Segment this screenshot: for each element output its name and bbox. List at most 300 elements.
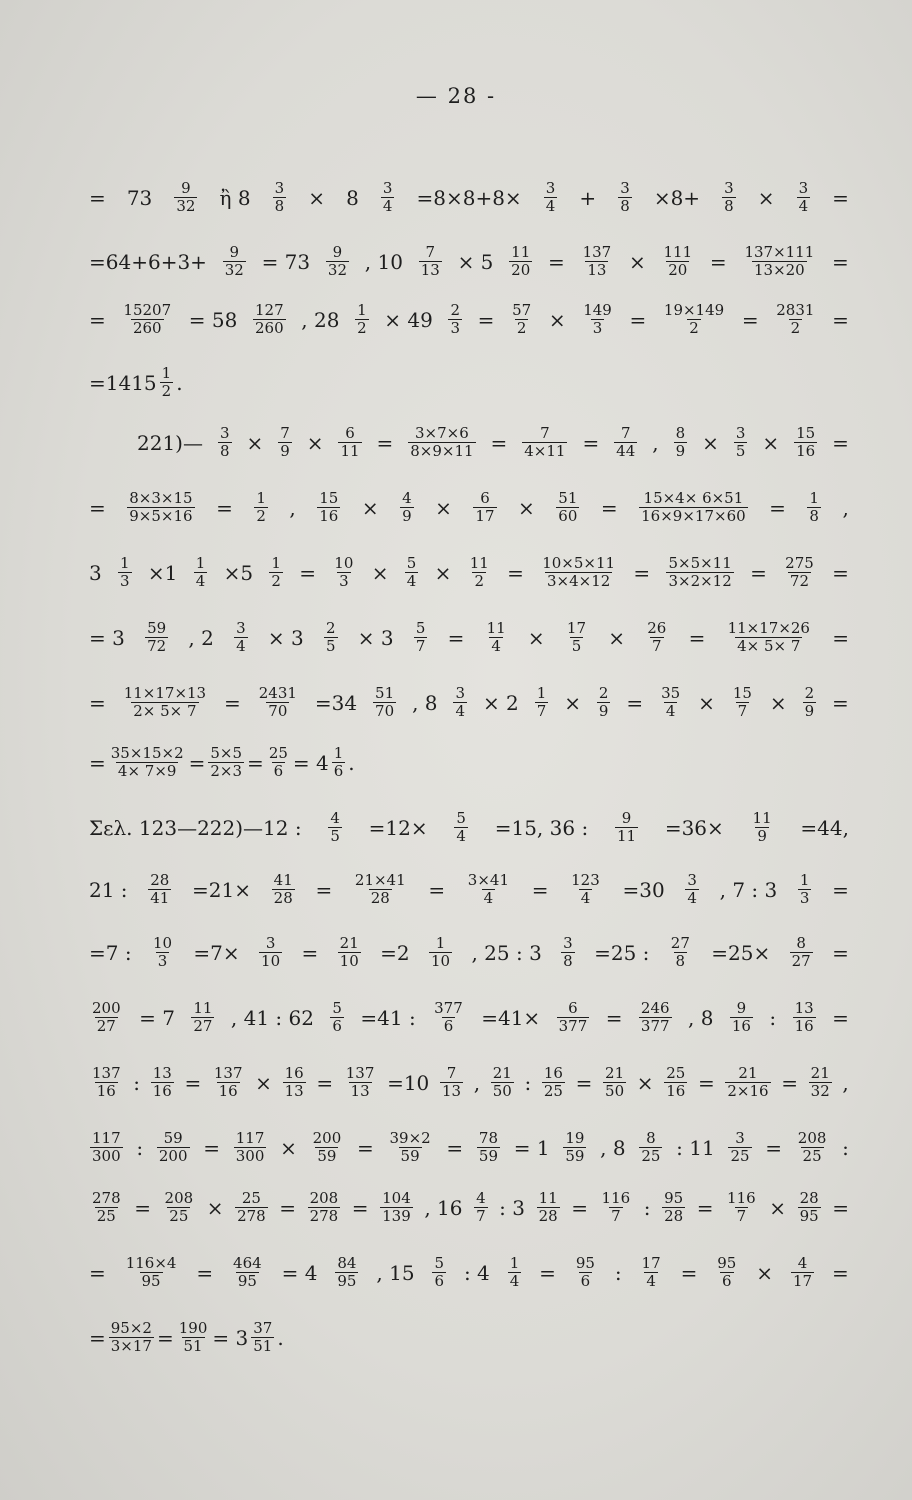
math-text: × [308,185,326,210]
fraction [807,490,821,525]
fraction [453,685,467,720]
numerator: 9 [181,179,191,197]
denominator: 51 [253,1337,273,1355]
fraction [269,555,283,590]
fraction [809,1065,832,1100]
numerator: 17 [566,619,587,637]
fraction [674,425,688,460]
denominator: 4 [580,889,591,907]
denominator: 4 [483,889,494,907]
numerator: 278 [92,1189,121,1207]
fraction [109,1320,154,1355]
equation-line [88,1320,850,1355]
fraction [722,180,736,215]
numerator: 3 [735,424,746,442]
fraction [473,490,496,525]
denominator: 27 [791,952,811,970]
denominator: 4 [195,572,206,590]
math-text: , 10 [364,249,403,274]
math-text: = [447,625,465,650]
math-text: × [628,249,646,274]
denominator: 13 [587,261,607,279]
denominator: 17 [792,1272,813,1290]
denominator: 32 [176,197,196,215]
math-text: = [89,1325,106,1350]
math-text: =44, [800,815,849,840]
fraction [259,935,282,970]
math-text: , [652,430,659,455]
fraction [272,872,295,907]
math-text: = [832,940,849,965]
math-text: = [832,690,849,715]
denominator: 13 [284,1082,304,1100]
denominator: 16 [794,1017,814,1035]
math-text: = [89,750,106,775]
math-text: × [306,430,324,455]
denominator: 25 [169,1207,189,1225]
numerator: 111 [663,243,693,261]
numerator: 3 [219,424,230,442]
denominator: 95 [799,1207,819,1225]
equation-line [88,302,850,337]
math-text: =41 : [360,1005,416,1030]
numerator: 1 [195,554,206,572]
numerator: 84 [337,1254,357,1272]
fraction [742,244,816,279]
numerator: 4 [402,489,412,507]
numerator: 21 [605,1064,625,1082]
fraction [730,1000,753,1035]
fraction [581,244,614,279]
denominator: 4× 7×9 [117,762,177,780]
denominator: 3×2×12 [668,572,732,590]
fraction [574,1255,597,1290]
equation-line [88,1190,850,1225]
denominator: 10 [430,952,451,970]
denominator: 4 [545,197,556,215]
denominator: 32 [224,261,244,279]
fraction [798,1190,821,1225]
math-text: = [605,1005,623,1030]
math-text: = [629,307,647,332]
fraction [231,1255,264,1290]
fraction [429,935,452,970]
denominator: 2 [790,319,801,337]
denominator: 8 [809,507,819,525]
denominator: 3 [592,319,603,337]
denominator: 28 [664,1207,684,1225]
numerator: 8 [796,934,806,952]
math-text: = [89,690,106,715]
fraction [332,745,346,780]
math-text: = [769,495,786,520]
denominator: 16 [666,1082,686,1100]
numerator: 377 [434,999,463,1017]
fraction [311,1130,344,1165]
numerator: 5×5×11 [668,554,732,572]
equation-line [88,1000,850,1035]
numerator: 5 [332,999,342,1017]
denominator: 50 [605,1082,625,1100]
fraction [774,302,816,337]
numerator: 11 [752,809,772,827]
math-text: , [473,1070,481,1095]
denominator: 50 [492,1082,512,1100]
denominator: 139 [382,1207,411,1225]
denominator: 10 [339,952,359,970]
numerator: 149 [583,301,612,319]
fraction [485,620,508,655]
math-text: × 3 [357,625,394,650]
fraction [151,1065,174,1100]
numerator: 3 [724,179,734,197]
denominator: 7 [476,1207,486,1225]
fraction [317,490,340,525]
math-text: =34 [314,690,358,715]
numerator: 208 [797,1129,827,1147]
fraction [353,872,408,907]
fraction [615,810,638,845]
fraction [254,490,268,525]
denominator: 4 [646,1272,656,1290]
fraction [218,425,232,460]
fraction [90,1190,123,1225]
math-text: = [224,690,241,715]
numerator: 13 [794,999,814,1017]
denominator: 8 [675,952,686,970]
math-text: , 8 [687,1005,714,1030]
equation-line [136,425,850,460]
math-text: , 28 [301,307,340,332]
math-text: = [832,1005,849,1030]
fraction [803,685,817,720]
fraction [508,1255,522,1290]
math-text: = [600,495,618,520]
denominator: 4 [665,702,676,720]
denominator: 260 [132,319,162,337]
fraction [557,1000,590,1035]
numerator: 6 [345,424,355,442]
fraction [253,302,286,337]
denominator: 6 [333,762,344,780]
numerator: 11 [469,554,489,572]
numerator: 464 [233,1254,262,1272]
denominator: 8 [563,952,573,970]
fraction [223,244,246,279]
numerator: 21×41 [354,871,406,889]
numerator: 1 [357,301,367,319]
math-text: = [765,1135,783,1160]
math-text: × [698,690,715,715]
denominator: 4 [455,702,465,720]
numerator: 9 [229,243,240,261]
numerator: 25 [666,1064,686,1082]
denominator: 4 [491,637,501,655]
math-text: : [136,1135,144,1160]
numerator: 9 [621,809,632,827]
math-text: = [750,560,767,585]
math-text: Σελ. 123—222)—12 : [89,815,302,840]
numerator: 26 [647,619,667,637]
math-text: = [832,625,849,650]
fraction [191,1000,214,1035]
numerator: 19 [565,1129,585,1147]
numerator: 59 [147,619,167,637]
numerator: 57 [512,301,532,319]
numerator: 1 [333,744,344,762]
fraction [639,1130,662,1165]
math-text: 221)— [137,430,203,455]
fraction [380,1190,413,1225]
numerator: 28 [799,1189,819,1207]
denominator: 27 [96,1017,116,1035]
fraction [90,1000,123,1035]
numerator: 208 [309,1189,339,1207]
fraction [151,935,174,970]
math-text: =8×8+8× [416,185,522,210]
numerator: 2831 [776,301,815,319]
fraction [666,555,733,590]
equation-line [88,490,850,525]
numerator: 1 [161,364,172,382]
denominator: 260 [254,319,284,337]
math-text: = [571,1195,588,1220]
math-text: × [757,185,775,210]
fraction [540,555,617,590]
math-text: : [842,1135,849,1160]
denominator: 4 [687,889,697,907]
denominator: 3×17 [110,1337,152,1355]
numerator: 127 [254,301,284,319]
fraction [273,180,287,215]
numerator: 5×5 [210,744,243,762]
numerator: 137 [92,1064,121,1082]
math-text: = [709,249,727,274]
denominator: 9 [402,507,412,525]
math-text: = [279,1195,297,1220]
denominator: 59 [565,1147,585,1165]
denominator: 95 [237,1272,257,1290]
numerator: 1 [799,871,810,889]
numerator: 7 [280,424,290,442]
fraction [614,425,637,460]
numerator: 1 [536,684,547,702]
math-text: = [548,249,565,274]
math-text: , 15 [376,1260,415,1285]
numerator: 11×17×13 [123,684,207,702]
denominator: 25 [96,1207,116,1225]
fraction [145,620,168,655]
fraction [121,302,173,337]
fraction [793,1000,816,1035]
math-text: =25 : [594,940,650,965]
denominator: 95 [141,1272,161,1290]
fraction [477,1130,500,1165]
math-text: . [348,750,355,775]
math-text: = [351,1195,369,1220]
math-text: =10 [387,1070,430,1095]
fraction [177,1320,210,1355]
fraction [355,302,369,337]
numerator: 39×2 [389,1129,431,1147]
math-text: × 5 [457,249,494,274]
numerator: 15 [319,489,339,507]
numerator: 11 [486,619,506,637]
denominator: 25 [730,1147,750,1165]
denominator: 59 [478,1147,499,1165]
fraction [332,555,355,590]
numerator: 16 [284,1064,304,1082]
denominator: 41 [150,889,170,907]
numerator: 11×17×26 [727,619,810,637]
denominator: 4 [236,637,246,655]
math-text: × [206,1195,224,1220]
denominator: 13 [420,261,440,279]
fraction [234,1130,267,1165]
fraction [662,1190,685,1225]
denominator: 200 [158,1147,188,1165]
fraction [373,685,396,720]
denominator: 2 [271,572,281,590]
numerator: 7 [620,424,631,442]
fraction [174,180,197,215]
denominator: 6 [434,1272,445,1290]
equation-line [88,180,850,215]
math-text: = [203,1135,220,1160]
math-text: = [688,625,706,650]
equation-line [88,620,850,655]
fraction [194,555,208,590]
denominator: 60 [558,507,578,525]
math-text: : [614,1260,622,1285]
math-text: + [579,185,597,210]
fraction [267,745,290,780]
math-text: =1415 [89,370,157,395]
fraction [278,425,292,460]
math-text: = [89,1260,106,1285]
math-text: = [832,185,849,210]
denominator: 16 [319,507,339,525]
fraction [454,810,468,845]
math-text: : 11 [676,1135,715,1160]
denominator: 25 [543,1082,563,1100]
denominator: 28 [273,889,293,907]
page-number: — 28 - [415,84,497,108]
denominator: 20 [511,261,531,279]
math-text: =7 : [89,940,132,965]
denominator: 278 [309,1207,339,1225]
denominator: 6 [273,762,284,780]
denominator: 13 [350,1082,370,1100]
math-text: × [371,560,389,585]
denominator: 3 [450,319,461,337]
math-text: = [697,1070,715,1095]
denominator: 9 [675,442,686,460]
denominator: 6 [580,1272,591,1290]
numerator: 59 [163,1129,183,1147]
denominator: 2×3 [210,762,243,780]
math-text: = [247,750,264,775]
equation-line [88,1255,850,1290]
fraction [122,685,208,720]
denominator: 4×11 [524,442,566,460]
denominator: 72 [789,572,810,590]
fraction [751,810,774,845]
denominator: 5 [571,637,582,655]
fraction [338,425,361,460]
math-text: = [477,307,495,332]
math-text: × [636,1070,654,1095]
denominator: 9×5×16 [129,507,193,525]
fraction [565,620,588,655]
math-text: = [680,1260,698,1285]
numerator: 3 [265,934,276,952]
math-text: = 7 [139,1005,175,1030]
fraction [234,620,248,655]
math-text: = [633,560,651,585]
fraction [794,425,817,460]
math-text: , [289,495,296,520]
math-text: × [361,495,379,520]
math-text: = [832,249,849,274]
numerator: 15 [732,684,752,702]
fraction [542,1065,565,1100]
fraction [90,1130,123,1165]
math-text: = 4 [292,750,329,775]
math-text: × 2 [482,690,519,715]
numerator: 3 [274,179,285,197]
fraction [790,935,813,970]
denominator: 8 [219,442,230,460]
math-text: ἢ 8 [219,185,251,210]
denominator: 6 [443,1017,454,1035]
fraction [544,180,558,215]
fraction [798,872,812,907]
numerator: 17 [641,1254,661,1272]
numerator: 200 [92,999,121,1017]
denominator: 2 [161,382,172,400]
math-text: × [702,430,719,455]
numerator: 8×3×15 [129,489,193,507]
fraction [283,1065,306,1100]
math-text: =64+6+3+ [89,249,207,274]
numerator: 137 [213,1064,243,1082]
math-text: =41× [481,1005,541,1030]
numerator: 3×7×6 [415,424,469,442]
numerator: 35 [661,684,681,702]
fraction [659,685,682,720]
denominator: 9 [598,702,609,720]
denominator: 377 [558,1017,588,1035]
denominator: 8×9×11 [410,442,474,460]
numerator: 11 [538,1189,558,1207]
numerator: 4 [476,1189,486,1207]
numerator: 41 [273,871,293,889]
numerator: 51 [558,489,578,507]
fraction [90,1065,123,1100]
fraction [715,1255,738,1290]
denominator: 16 [731,1017,751,1035]
fraction [522,425,567,460]
numerator: 27 [670,934,690,952]
numerator: 6 [480,489,490,507]
math-text: : 3 [499,1195,525,1220]
fraction [448,302,462,337]
numerator: 95 [575,1254,595,1272]
denominator: 300 [92,1147,121,1165]
math-text: × [756,1260,774,1285]
fraction [509,244,532,279]
